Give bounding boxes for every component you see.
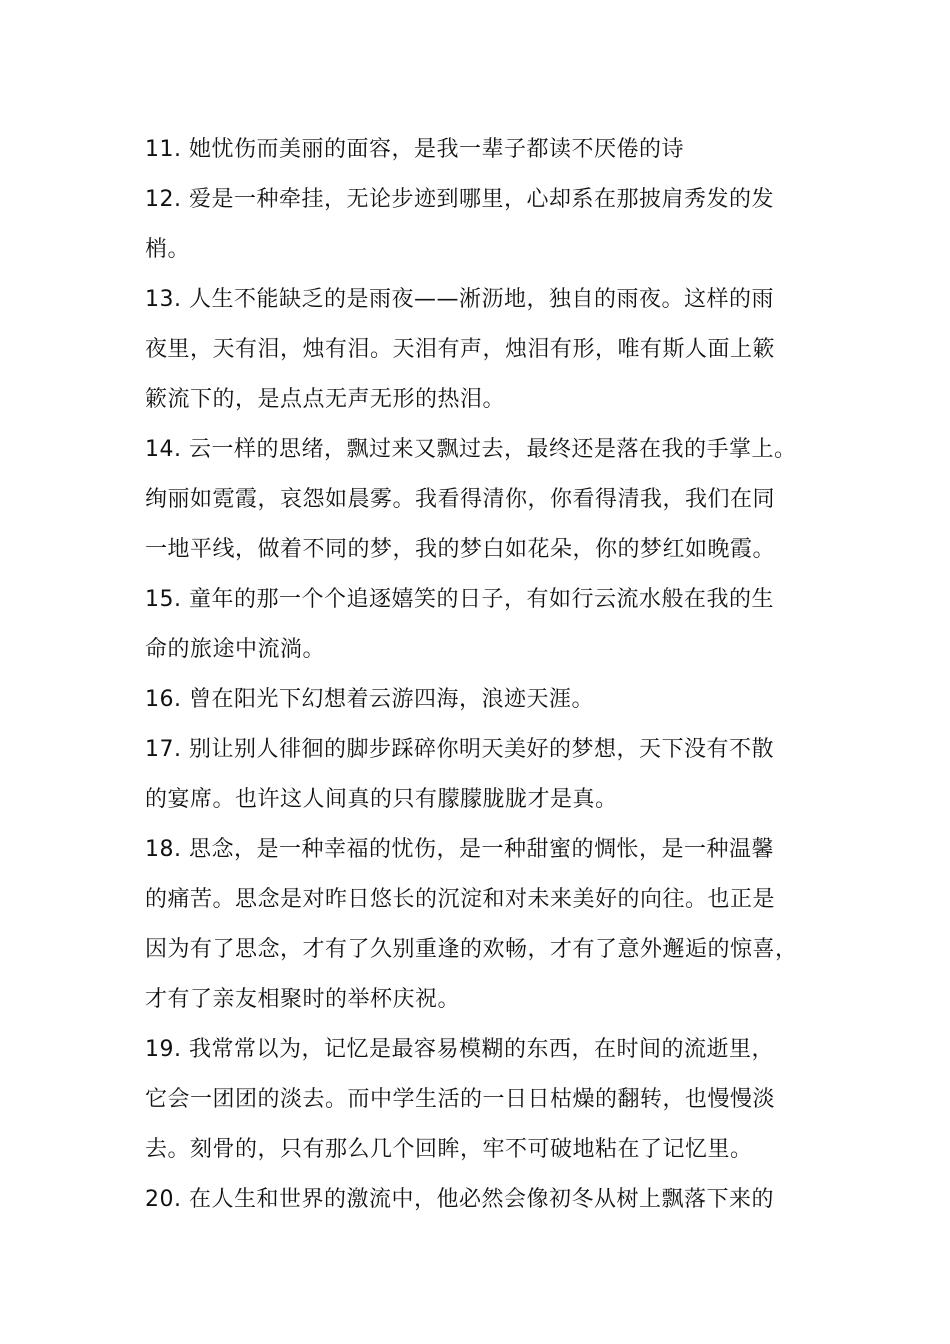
- text-line: 18. 思念，是一种幸福的忧伤，是一种甜蜜的惆怅，是一种温馨: [145, 837, 774, 862]
- text-line: 11. 她忧伤而美丽的面容，是我一辈子都读不厌倦的诗: [145, 137, 684, 162]
- text-line: 16. 曾在阳光下幻想着云游四海，浪迹天涯。: [145, 687, 594, 712]
- text-line: 19. 我常常以为，记忆是最容易模糊的东西，在时间的流逝里，: [145, 1037, 774, 1062]
- text-line: 14. 云一样的思绪，飘过来又飘过去，最终还是落在我的手掌上。: [145, 437, 797, 462]
- text-line: 13. 人生不能缺乏的是雨夜——淅沥地，独自的雨夜。这样的雨: [145, 287, 774, 312]
- text-line: 一地平线，做着不同的梦，我的梦白如花朵，你的梦红如晚霞。: [145, 537, 776, 562]
- text-line: 的痛苦。思念是对昨日悠长的沉淀和对未来美好的向往。也正是: [145, 887, 776, 912]
- text-line: 12. 爱是一种牵挂，无论步迹到哪里，心却系在那披肩秀发的发: [145, 187, 774, 212]
- text-line: 它会一团团的淡去。而中学生活的一日日枯燥的翻转，也慢慢淡: [145, 1087, 776, 1112]
- text-line: 命的旅途中流淌。: [145, 637, 326, 662]
- text-line: 才有了亲友相聚时的举杯庆祝。: [145, 987, 461, 1012]
- text-line: 因为有了思念，才有了久别重逢的欢畅，才有了意外邂逅的惊喜，: [145, 937, 798, 962]
- text-line: 绚丽如霓霞，哀怨如晨雾。我看得清你，你看得清我，我们在同: [145, 487, 776, 512]
- text-line: 夜里，天有泪，烛有泪。天泪有声，烛泪有形，唯有斯人面上簌: [145, 337, 776, 362]
- text-line: 20. 在人生和世界的激流中，他必然会像初冬从树上飘落下来的: [145, 1187, 774, 1212]
- text-line: 去。刻骨的，只有那么几个回眸，牢不可破地粘在了记忆里。: [145, 1137, 753, 1162]
- text-line: 15. 童年的那一个个追逐嬉笑的日子，有如行云流水般在我的生: [145, 587, 774, 612]
- document-body: [145, 125, 835, 1225]
- text-line: 梢。: [145, 237, 191, 262]
- text-line: 17. 别让别人徘徊的脚步踩碎你明天美好的梦想，天下没有不散: [145, 737, 774, 762]
- text-line: 簌流下的，是点点无声无形的热泪。: [145, 387, 506, 412]
- text-line: 的宴席。也许这人间真的只有朦朦胧胧才是真。: [145, 787, 618, 812]
